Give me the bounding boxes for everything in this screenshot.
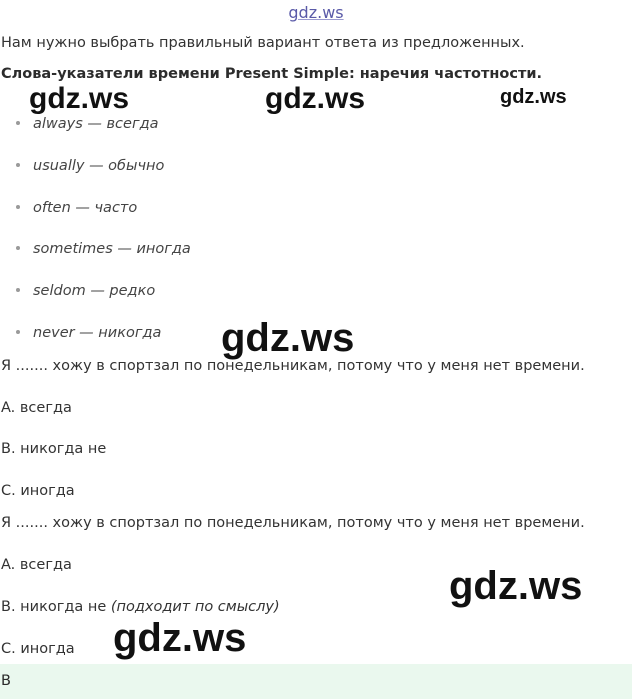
list-item xyxy=(16,323,161,343)
adverb-always: always — всегда xyxy=(33,116,159,132)
adverb-seldom: seldom — редко xyxy=(33,283,156,299)
adverb-often: often — часто xyxy=(33,200,138,216)
question-text-repeat: Я ....... хожу в спортзал по понедельникам, потому что у меня нет времени. xyxy=(1,515,585,531)
option-c-repeat: C. иногда xyxy=(1,641,75,657)
option-b: B. никогда не xyxy=(1,441,107,457)
section-heading: Слова-указатели времени Present Simple: наречия частотности. xyxy=(1,66,543,82)
answer-bar xyxy=(0,664,632,699)
watermark: gdz.ws xyxy=(500,86,567,108)
watermark: gdz.ws xyxy=(265,82,366,115)
option-b-repeat xyxy=(1,597,280,617)
option-a: A. всегда xyxy=(1,400,72,416)
option-c: C. иногда xyxy=(1,483,75,499)
adverb-never: never — никогда xyxy=(33,325,162,341)
list-item xyxy=(16,198,137,218)
watermark: gdz.ws xyxy=(221,316,355,360)
option-b-prefix: B. никогда не xyxy=(1,599,107,615)
list-item xyxy=(16,114,158,134)
watermark: gdz.ws xyxy=(29,82,130,115)
bullet-dot-icon xyxy=(16,288,20,292)
adverb-usually: usually — обычно xyxy=(33,158,165,174)
option-b-note: (подходит по смыслу) xyxy=(110,599,280,615)
bullet-dot-icon xyxy=(16,121,20,125)
adverb-sometimes: sometimes — иногда xyxy=(33,241,191,257)
watermark-top: gdz.ws xyxy=(288,3,344,22)
intro-text: Нам нужно выбрать правильный вариант ответа из предложенных. xyxy=(1,35,525,51)
bullet-dot-icon xyxy=(16,163,20,167)
answer-text: B xyxy=(1,673,11,689)
list-item xyxy=(16,239,191,259)
list-item xyxy=(16,156,164,176)
list-item xyxy=(16,281,155,301)
option-a-repeat: A. всегда xyxy=(1,557,72,573)
question-text: Я ....... хожу в спортзал по понедельникам, потому что у меня нет времени. xyxy=(1,358,585,374)
bullet-dot-icon xyxy=(16,246,20,250)
watermark: gdz.ws xyxy=(113,616,247,660)
bullet-dot-icon xyxy=(16,205,20,209)
watermark: gdz.ws xyxy=(449,564,583,608)
bullet-dot-icon xyxy=(16,330,20,334)
